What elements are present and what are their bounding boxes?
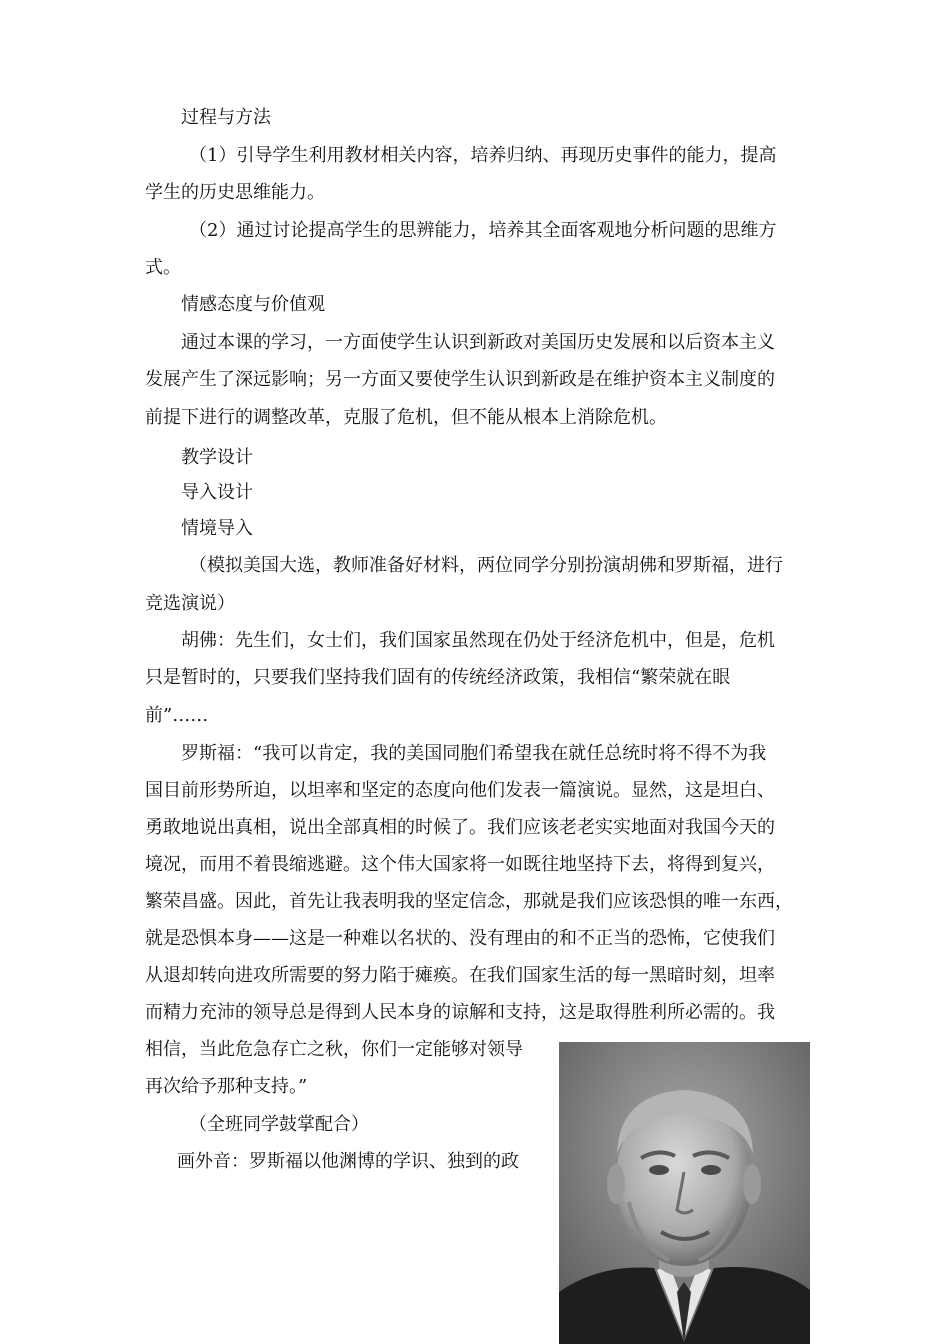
- paragraph-line: 国目前形势所迫，以坦率和坚定的态度向他们发表一篇演说。显然，这是坦白、: [145, 780, 775, 801]
- paragraph-line: 发展产生了深远影响；另一方面又要使学生认识到新政是在维护资本主义制度的: [145, 369, 775, 390]
- paragraph-line: 前提下进行的调整改革，克服了危机，但不能从根本上消除危机。: [145, 407, 667, 428]
- paragraph-line: 再次给予那种支持。”: [145, 1076, 308, 1097]
- paragraph-line: 式。: [145, 257, 181, 278]
- paragraph-line: 罗斯福：“我可以肯定，我的美国同胞们希望我在就任总统时将不得不为我: [181, 743, 767, 764]
- paragraph-line: 画外音：罗斯福以他渊博的学识、独到的政: [177, 1151, 519, 1172]
- section-heading-intro-design: 导入设计: [181, 482, 253, 503]
- paragraph-line: 前”……: [145, 705, 209, 726]
- paragraph-line: （2）通过讨论提高学生的思辨能力，培养其全面客观地分析问题的思维方: [189, 220, 777, 241]
- section-heading-scenario-intro: 情境导入: [181, 518, 253, 539]
- paragraph-line: 境况，而用不着畏缩逃避。这个伟大国家将一如既往地坚持下去，将得到复兴，: [145, 854, 775, 875]
- paragraph-line: 就是恐惧本身——这是一种难以名状的、没有理由的和不正当的恐怖，它使我们: [145, 928, 775, 949]
- paragraph-line: 从退却转向进攻所需要的努力陷于瘫痪。在我们国家生活的每一黑暗时刻，坦率: [145, 965, 775, 986]
- portrait-photo: [559, 1042, 810, 1344]
- paragraph-line: 通过本课的学习，一方面使学生认识到新政对美国历史发展和以后资本主义: [181, 332, 775, 353]
- paragraph-line: （全班同学鼓掌配合）: [189, 1114, 369, 1135]
- paragraph-line: 竞选演说）: [145, 593, 235, 614]
- paragraph-line: 繁荣昌盛。因此，首先让我表明我的坚定信念，那就是我们应该恐惧的唯一东西，: [145, 891, 793, 912]
- paragraph-line: 胡佛：先生们，女士们，我们国家虽然现在仍处于经济危机中，但是，危机: [181, 630, 775, 651]
- paragraph-line: （模拟美国大选，教师准备好材料，两位同学分别扮演胡佛和罗斯福，进行: [189, 555, 783, 576]
- paragraph-line: 学生的历史思维能力。: [145, 182, 325, 203]
- paragraph-line: 只是暂时的，只要我们坚持我们固有的传统经济政策，我相信“繁荣就在眼: [145, 667, 731, 688]
- paragraph-line: 勇敢地说出真相，说出全部真相的时候了。我们应该老老实实地面对我国今天的: [145, 817, 775, 838]
- paragraph-line: 相信，当此危急存亡之秋，你们一定能够对领导: [145, 1039, 523, 1060]
- section-heading-emotion-values: 情感态度与价值观: [181, 294, 325, 315]
- paragraph-line: （1）引导学生利用教材相关内容，培养归纳、再现历史事件的能力，提高: [189, 145, 777, 166]
- paragraph-line: 而精力充沛的领导总是得到人民本身的谅解和支持，这是取得胜利所必需的。我: [145, 1002, 775, 1023]
- section-heading-teaching-design: 教学设计: [181, 447, 253, 468]
- section-heading-process-methods: 过程与方法: [181, 107, 271, 128]
